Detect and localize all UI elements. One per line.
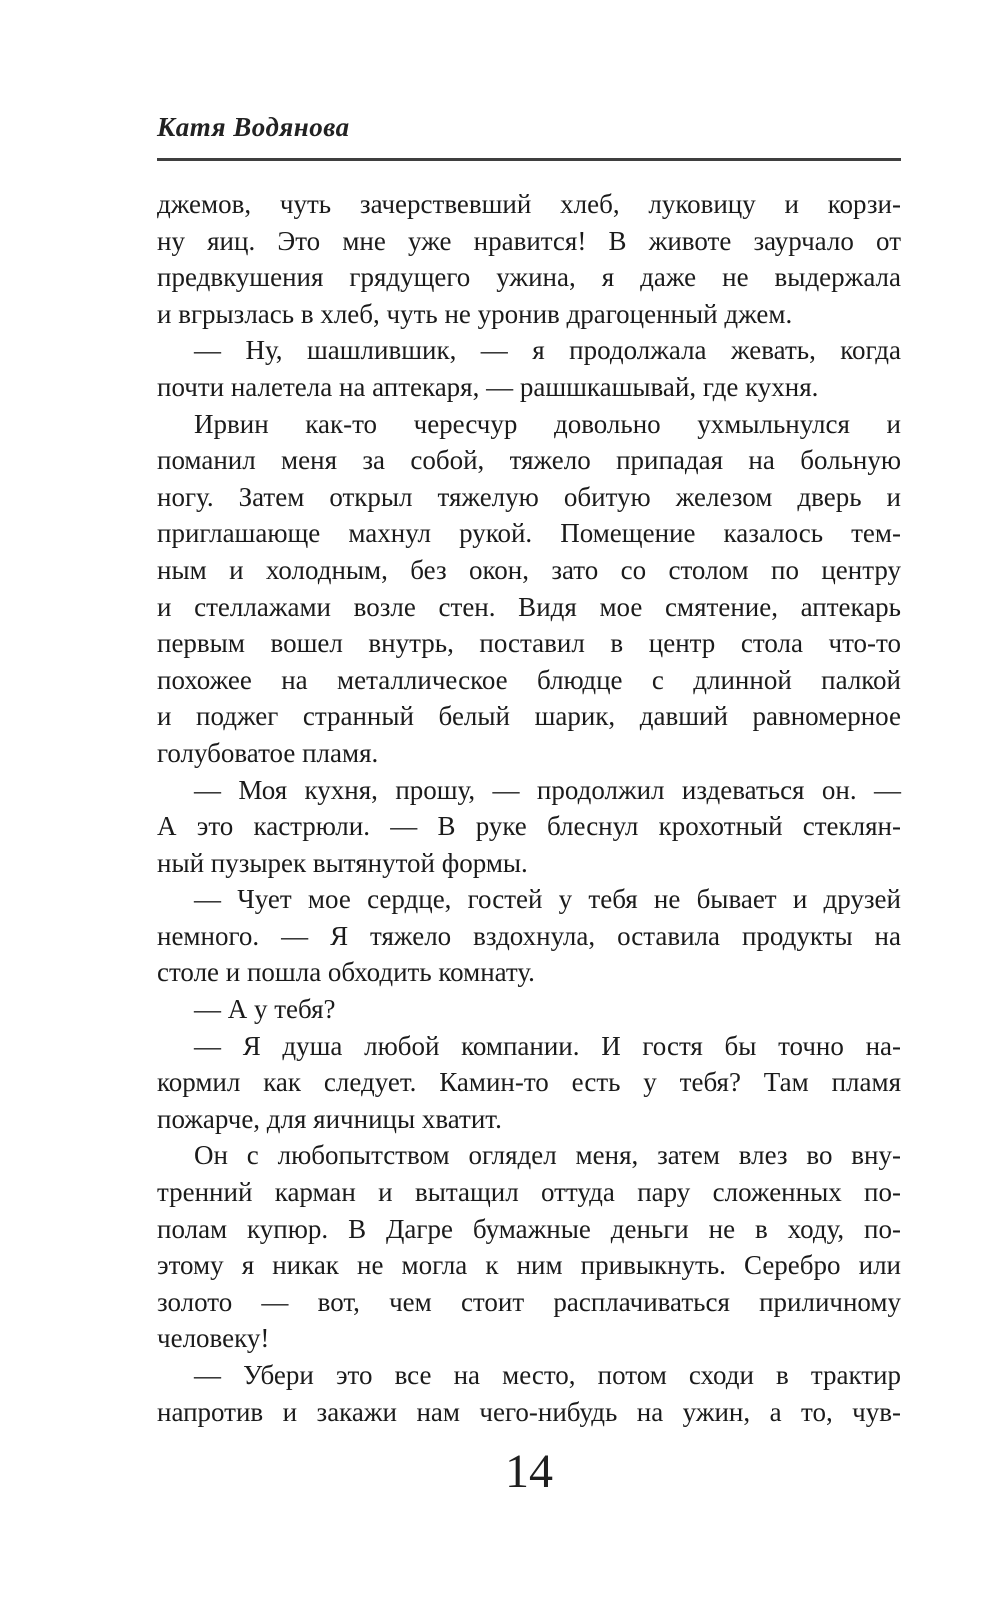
text-line: Он с любопытством оглядел меня, затем влез во вну-	[194, 1140, 901, 1171]
text-line: похожее на металлическое блюдце с длинной палкой	[157, 664, 901, 695]
text-line: золото — вот, чем стоит расплачиваться приличному	[157, 1286, 901, 1317]
text-line: этому я никак не могла к ним привыкнуть. Серебро или	[157, 1250, 901, 1281]
text-line: пожарче, для яичницы хватит.	[157, 1103, 502, 1134]
text-line: предвкушения грядущего ужина, я даже не выдержала	[157, 262, 901, 293]
text-line: поманил меня за собой, тяжело припадая на больную	[157, 445, 901, 476]
text-line: тренний карман и вытащил оттуда пару сложенных по-	[157, 1177, 901, 1208]
text-line: ну яиц. Это мне уже нравится! В животе заурчало от	[157, 225, 901, 256]
text-line: приглашающе махнул рукой. Помещение казалось тем-	[157, 518, 901, 549]
text-line: человеку!	[157, 1323, 270, 1354]
text-line: А это кастрюли. — В руке блеснул крохотный стеклян-	[157, 811, 901, 842]
text-line: и стеллажами возле стен. Видя мое смятение, аптекарь	[157, 591, 901, 622]
text-line: — Моя кухня, прошу, — продолжил издеваться он. —	[194, 774, 901, 805]
running-header-author: Катя Водянова	[157, 112, 350, 142]
text-line: и поджег странный белый шарик, давший равномерное	[157, 701, 901, 732]
page-number: 14	[505, 1445, 553, 1498]
text-line: джемов, чуть зачерствевший хлеб, луковицу и корзи-	[157, 189, 901, 219]
text-line: — А у тебя?	[194, 994, 336, 1025]
text-line: — Убери это все на место, потом сходи в трактир	[194, 1360, 901, 1390]
text-line: голубоватое пламя.	[157, 737, 379, 768]
text-line: и вгрызлась в хлеб, чуть не уронив драгоценный джем.	[157, 298, 793, 329]
text-line: ный пузырек вытянутой формы.	[157, 847, 528, 878]
text-line: кормил как следует. Камин-то есть у тебя? Там пламя	[157, 1067, 901, 1098]
page-body	[157, 186, 901, 1430]
text-line: напротив и закажи нам чего-нибудь на ужин, а то, чув-	[157, 1396, 901, 1427]
text-line: полам купюр. В Дагре бумажные деньги не в ходу, по-	[157, 1213, 901, 1244]
text-line: немного. — Я тяжело вздохнула, оставила продукты на	[157, 920, 901, 951]
text-line: почти налетела на аптекаря, — рашшкашывай, где кухня.	[157, 371, 819, 402]
text-line: Ирвин как-то чересчур довольно ухмыльнулся и	[194, 408, 901, 439]
text-line: — Ну, шашлившик, — я продолжала жевать, когда	[194, 335, 901, 366]
text-line: — Я душа любой компании. И гостя бы точно на-	[194, 1030, 901, 1061]
text-line: ным и холодным, без окон, зато со столом по центру	[157, 554, 901, 585]
text-line: столе и пошла обходить комнату.	[157, 957, 535, 988]
text-line: первым вошел внутрь, поставил в центр стола что-то	[157, 628, 901, 659]
text-line: ногу. Затем открыл тяжелую обитую железом дверь и	[157, 481, 901, 512]
header-rule-divider	[157, 158, 901, 161]
text-line: — Чует мое сердце, гостей у тебя не бывает и друзей	[194, 884, 901, 915]
